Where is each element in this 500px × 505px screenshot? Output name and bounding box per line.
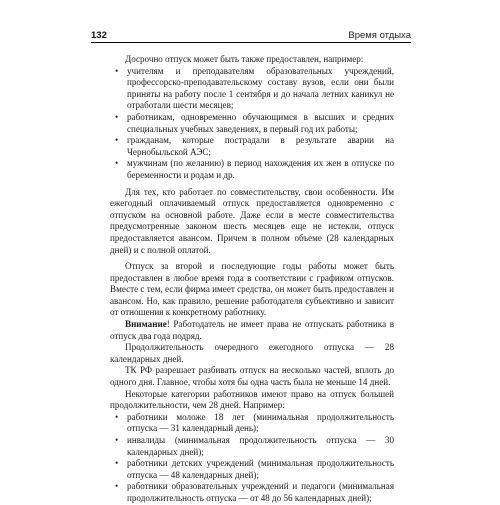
list-item [110, 158, 394, 181]
list-item-text: учителям и преподавателям образовательных учреждений, профессорско-преподавательскому составу вузов, если они были приняты на работу после 1 сентября и до начала летних каникул не отработали шести месяцев; [127, 65, 394, 111]
list-item [110, 412, 394, 435]
bullet-icon: • [115, 411, 119, 422]
paragraph-part-time: Для тех, кто работает по совместительству, свои особенности. Им ежегодный оплачиваемый отпуск предоставляется одновременно с отпуском на основной работе. Даже если в месте совместительства предусмотренные законом шесть месяцев еще не истекли, отпуск предоставляется авансом. Причем в полном объеме (28 календарных дней) и с полной оплатой. [110, 186, 394, 255]
paragraph-second-year: Отпуск за второй и последующие годы работы может быть предоставлен в любое время года в соответствии с графиком отпусков. Вместе с тем, если фирма имеет средства, он может быть предоставлен и авансом. Но, как правило, решение работодателя субъективно и зависит от отношения к конкретному работнику. [110, 261, 394, 318]
list-item-text: мужчинам (по желанию) в период нахождения их жен в отпуске по беременности и родам и др. [127, 158, 394, 180]
page-header [91, 30, 411, 43]
list-item [110, 66, 394, 112]
list-item-text: инвалиды (минимальная продолжительность отпуска — 30 календарных дней); [127, 435, 394, 457]
bullet-icon: • [115, 65, 119, 76]
running-title: Время отдыха [348, 30, 411, 41]
paragraph-attention [110, 319, 394, 342]
paragraph-duration: Продолжительность очередного ежегодного отпуска — 28 календарных дней. [110, 342, 394, 364]
list-item-text: работники образовательных учреждений и педагоги (минимальная продолжительность отпуска — от 48 до 56 календарных дней); [127, 481, 394, 503]
paragraph-extended-leave: Некоторые категории работников имеют право на отпуск большей продолжительности, чем 28 дней. Например: [110, 388, 394, 411]
bullet-icon: • [115, 158, 119, 169]
early-leave-list [110, 66, 394, 182]
bullet-icon: • [115, 111, 119, 122]
list-item [110, 435, 394, 458]
attention-text: ! Работодатель не имеет права не отпускать работника в отпуск два года подряд. [110, 319, 394, 341]
list-item [110, 135, 394, 158]
bullet-icon: • [115, 135, 119, 146]
bullet-icon: • [115, 435, 119, 445]
page-body [110, 54, 394, 505]
paragraph-split-leave: ТК РФ разрешает разбивать отпуск на несколько частей, вплоть до одного дня. Главное, чтобы хотя бы одна часть была не меньше 14 дней. [110, 365, 394, 388]
list-item [110, 481, 394, 504]
page-number: 132 [91, 30, 107, 41]
list-item-text: гражданам, которые пострадали в результате аварии на Чернобыльской АЭС; [127, 135, 394, 157]
list-item-text: работники детских учреждений (минимальная продолжительность отпуска — 48 календарных дней); [127, 458, 394, 480]
list-item-text: работникам, одновременно обучающимся в высших и средних специальных учебных заведениях, в первый год их работы; [127, 111, 394, 134]
list-item-text: работники моложе 18 лет (минимальная продолжительность отпуска — 31 календарный день); [127, 411, 394, 434]
list-item [110, 112, 394, 135]
list-item [110, 458, 394, 481]
bullet-icon: • [115, 481, 119, 492]
bullet-icon: • [115, 458, 119, 469]
extended-leave-list [110, 412, 394, 505]
paragraph-early-leave-intro: Досрочно отпуск может быть также предоставлен, например: [125, 54, 364, 64]
attention-label: Внимание [125, 319, 167, 330]
